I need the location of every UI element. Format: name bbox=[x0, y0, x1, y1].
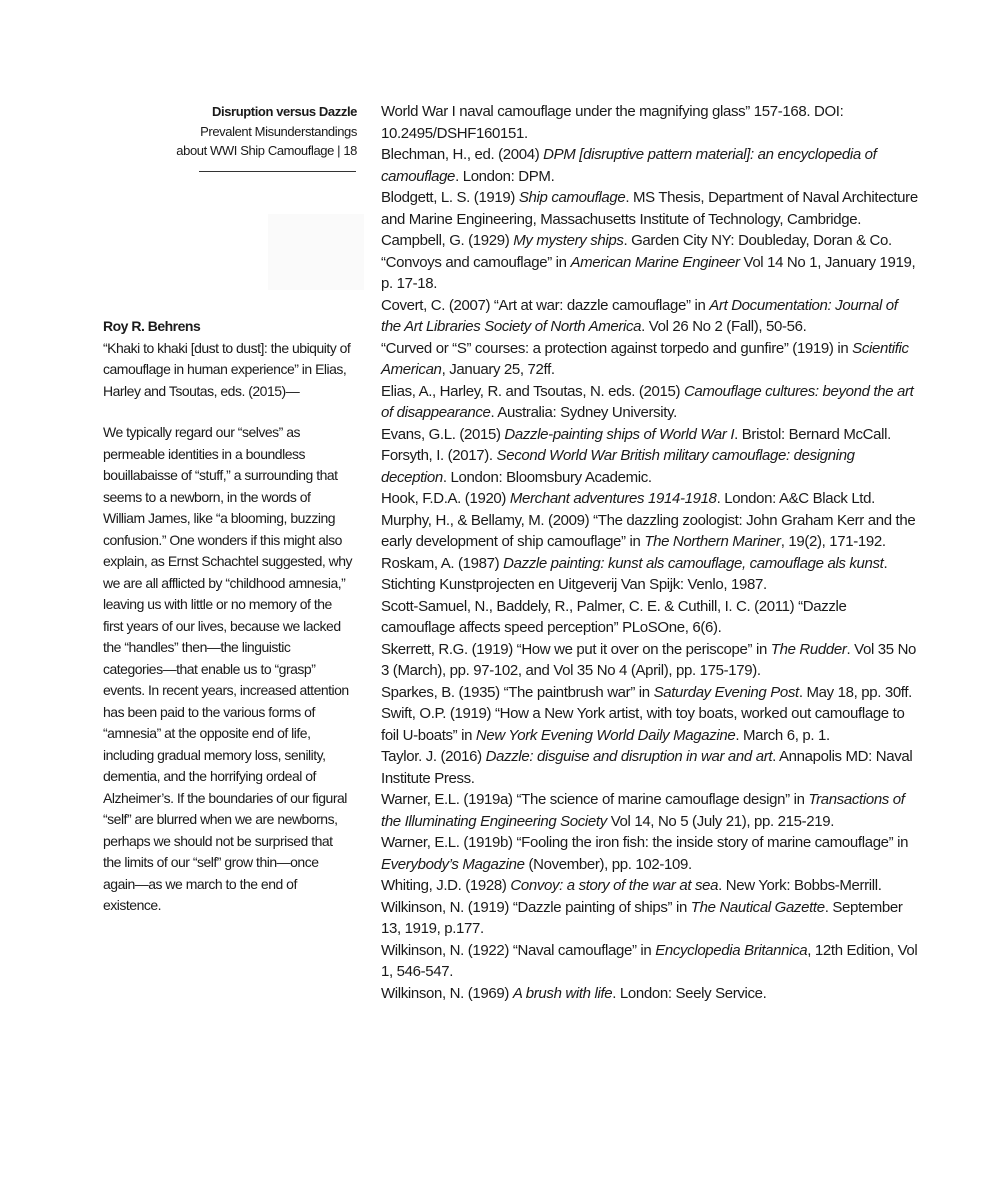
reference-entry: Roskam, A. (1987) Dazzle painting: kunst als camouflage, camouflage als kunst. Stichting Kunstprojecten en Uitgeverij Van Spijk: Venlo, 1987. bbox=[381, 554, 888, 593]
header-divider bbox=[199, 171, 356, 172]
reference-entry: Skerrett, R.G. (1919) “How we put it over on the periscope” in The Rudder. Vol 35 No 3 (March), pp. 97-102, and Vol 35 No 4 (April), pp. 175-179). bbox=[381, 640, 917, 679]
reference-entry: Elias, A., Harley, R. and Tsoutas, N. eds. (2015) Camouflage cultures: beyond the art of disappearance. Australia: Sydney University. bbox=[381, 382, 914, 421]
reference-entry: Forsyth, I. (2017). Second World War British military camouflage: designing deception. London: Bloomsbury Academic. bbox=[381, 447, 855, 486]
reference-entry: Hook, F.D.A. (1920) Merchant adventures 1914-1918. London: A&C Black Ltd. bbox=[381, 490, 875, 507]
sidebar-quote bbox=[103, 316, 353, 917]
reference-entry: Campbell, G. (1929) My mystery ships. Garden City NY: Doubleday, Doran & Co. bbox=[381, 232, 892, 249]
author-name: Roy R. Behrens bbox=[103, 318, 201, 334]
header-title: Disruption versus Dazzle bbox=[212, 104, 357, 119]
reference-entry: Blechman, H., ed. (2004) DPM [disruptive pattern material]: an encyclopedia of camouflage. London: DPM. bbox=[381, 146, 877, 185]
reference-entry: Wilkinson, N. (1969) A brush with life. London: Seely Service. bbox=[381, 984, 767, 1002]
header-subtitle-line2: about WWI Ship Camouflage | 18 bbox=[176, 143, 357, 158]
reference-entry: Taylor. J. (2016) Dazzle: disguise and disruption in war and art. Annapolis MD: Naval Institute Press. bbox=[381, 748, 913, 787]
reference-entry: Warner, E.L. (1919a) “The science of marine camouflage design” in Transactions of the Illuminating Engineering Society Vol 14, No 5 (July 21), pp. 215-219. bbox=[381, 791, 905, 830]
reference-list bbox=[381, 101, 919, 1004]
reference-entry: Evans, G.L. (2015) Dazzle-painting ships of World War I. Bristol: Bernard McCall. bbox=[381, 425, 891, 443]
header-subtitle-line1: Prevalent Misunderstandings bbox=[200, 123, 357, 139]
essay-excerpt: We typically regard our “selves” as permeable identities in a boundless bouillabaisse of “stuff,” a surrounding that seems to a newborn, in the words of William James, like “a blooming, buzzing confusion.” One wonders if this might also explain, as Ernst Schachtel suggested, why we are all afflicted by “childhood amnesia,” leaving us with little or no memory of the first years of our lives, because we lacked the “handles” then—the linguistic categories—that enable us to “grasp” events. In recent years, increased attention has been paid to the various forms of “amnesia” at the opposite end of life, including gradual memory loss, senility, dementia, and the horrifying ordeal of Alzheimer’s. If the boundaries of our figural “self” are blurred when we are newborns, perhaps we should not be surprised that the limits of our “self” grow thin—once again—as we march to the end of existence. bbox=[103, 424, 353, 913]
reference-entry: Blodgett, L. S. (1919) Ship camouflage. MS Thesis, Department of Naval Architecture and Marine Engineering, Massachusetts Institute of Technology, Cambridge. bbox=[381, 189, 918, 228]
reference-entry: Wilkinson, N. (1919) “Dazzle painting of ships” in The Nautical Gazette. September 13, 1919, p.177. bbox=[381, 898, 903, 937]
reference-entry: “Curved or “S” courses: a protection against torpedo and gunfire” (1919) in Scientific American, January 25, 72ff. bbox=[381, 339, 909, 378]
reference-entry: World War I naval camouflage under the magnifying glass” 157-168. DOI: 10.2495/DSHF160151. bbox=[381, 103, 844, 142]
reference-entry: Murphy, H., & Bellamy, M. (2009) “The dazzling zoologist: John Graham Kerr and the early development of ship camouflage” in The Northern Mariner, 19(2), 171-192. bbox=[381, 511, 916, 550]
reference-entry: “Convoys and camouflage” in American Marine Engineer Vol 14 No 1, January 1919, p. 17-18. bbox=[381, 253, 916, 292]
source-citation: “Khaki to khaki [dust to dust]: the ubiquity of camouflage in human experience” in Elias, Harley and Tsoutas, eds. (2015)— bbox=[103, 339, 351, 399]
reference-entry: Whiting, J.D. (1928) Convoy: a story of the war at sea. New York: Bobbs-Merrill. bbox=[381, 877, 882, 894]
reference-entry: Sparkes, B. (1935) “The paintbrush war” in Saturday Evening Post. May 18, pp. 30ff. bbox=[381, 683, 912, 701]
reference-entry: Covert, C. (2007) “Art at war: dazzle camouflage” in Art Documentation: Journal of the Art Libraries Society of North America. Vol 26 No 2 (Fall), 50-56. bbox=[381, 296, 898, 335]
reference-entry: Warner, E.L. (1919b) “Fooling the iron fish: the inside story of marine camouflage” in Everybody’s Magazine (November), pp. 102-109. bbox=[381, 834, 909, 873]
reference-entry: Swift, O.P. (1919) “How a New York artist, with toy boats, worked out camouflage to foil U-boats” in New York Evening World Daily Magazine. March 6, p. 1. bbox=[381, 705, 905, 744]
reference-entry: Wilkinson, N. (1922) “Naval camouflage” in Encyclopedia Britannica, 12th Edition, Vol 1, 546-547. bbox=[381, 941, 918, 980]
faint-background-mark bbox=[268, 214, 364, 290]
reference-entry: Scott-Samuel, N., Baddely, R., Palmer, C. E. & Cuthill, I. C. (2011) “Dazzle camouflage affects speed perception” PLoSOne, 6(6). bbox=[381, 597, 847, 636]
running-header bbox=[150, 102, 357, 161]
